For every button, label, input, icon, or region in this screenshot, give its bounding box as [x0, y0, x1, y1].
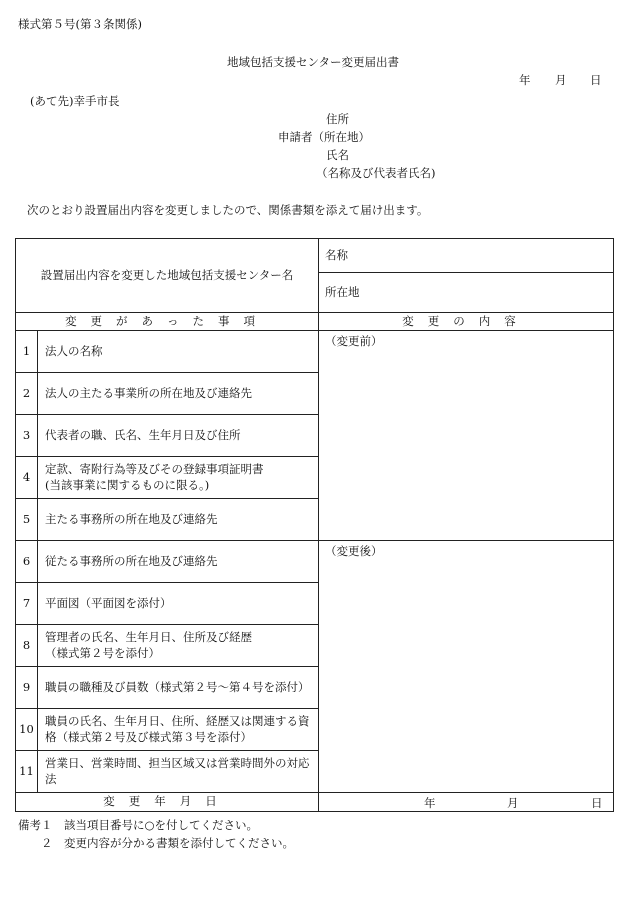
form-number: 様式第５号(第３条関係): [18, 17, 142, 31]
col-header-change-content: 変更の内容: [319, 313, 614, 331]
address-label: 住所: [326, 112, 349, 126]
item-text: 職員の職種及び員数（様式第２号～第４号を添付）: [38, 667, 319, 709]
date-month: 月: [555, 73, 567, 87]
document-title: 地域包括支援センター変更届出書: [227, 55, 400, 69]
item-number[interactable]: 3: [16, 415, 38, 457]
date-year: 年: [519, 73, 531, 87]
after-change-area[interactable]: [319, 541, 614, 793]
item-number[interactable]: 5: [16, 499, 38, 541]
applicant-label: 申請者（所在地）: [278, 130, 370, 144]
item-text: 職員の氏名、生年月日、住所、経歴又は関連する資格（様式第２号及び様式第３号を添付）: [38, 709, 319, 751]
item-text: 法人の名称: [38, 331, 319, 373]
date-day: 日: [590, 73, 602, 87]
after-label: （変更後）: [325, 544, 383, 558]
item-number[interactable]: 2: [16, 373, 38, 415]
item-number[interactable]: 7: [16, 583, 38, 625]
item-text: 主たる事務所の所在地及び連絡先: [38, 499, 319, 541]
addressee: (あて先)幸手市長: [30, 94, 120, 108]
change-date-field[interactable]: [319, 793, 614, 812]
item-number[interactable]: 4: [16, 457, 38, 499]
item-number[interactable]: 11: [16, 751, 38, 793]
center-location-field[interactable]: 所在地: [319, 273, 614, 313]
item-number[interactable]: 6: [16, 541, 38, 583]
note-1: 備考１ 該当項目番号に○を付してください。: [18, 818, 259, 832]
change-date-month: 月: [507, 796, 519, 810]
col-header-changed-item: 変更があった事項: [16, 313, 319, 331]
item-number[interactable]: 1: [16, 331, 38, 373]
before-change-area[interactable]: [319, 331, 614, 541]
center-name-field[interactable]: 名称: [319, 239, 614, 273]
name-label: 氏名: [326, 148, 349, 162]
change-date-year: 年: [424, 796, 436, 810]
item-text: 管理者の氏名、生年月日、住所及び経歴 （様式第２号を添付）: [38, 625, 319, 667]
name-note: （名称及び代表者氏名): [316, 166, 436, 180]
note-2: ２ 変更内容が分かる書類を添付してください。: [18, 836, 294, 850]
item-number[interactable]: 8: [16, 625, 38, 667]
item-text: 定款、寄附行為等及びその登録事項証明書 (当該事業に関するものに限る。): [38, 457, 319, 499]
center-name-label: 設置届出内容を変更した地域包括支援センター名: [16, 239, 319, 313]
item-number[interactable]: 9: [16, 667, 38, 709]
item-text: 営業日、営業時間、担当区域又は営業時間外の対応法: [38, 751, 319, 793]
change-form-table: [15, 238, 614, 812]
change-date-label: 変更年月日: [16, 793, 319, 812]
change-date-day: 日: [591, 796, 603, 810]
intro-text: 次のとおり設置届出内容を変更しましたので、関係書類を添えて届け出ます。: [27, 203, 429, 217]
item-number[interactable]: 10: [16, 709, 38, 751]
item-text: 代表者の職、氏名、生年月日及び住所: [38, 415, 319, 457]
item-text: 平面図（平面図を添付）: [38, 583, 319, 625]
before-label: （変更前）: [325, 334, 383, 348]
item-text: 従たる事務所の所在地及び連絡先: [38, 541, 319, 583]
item-text: 法人の主たる事業所の所在地及び連絡先: [38, 373, 319, 415]
